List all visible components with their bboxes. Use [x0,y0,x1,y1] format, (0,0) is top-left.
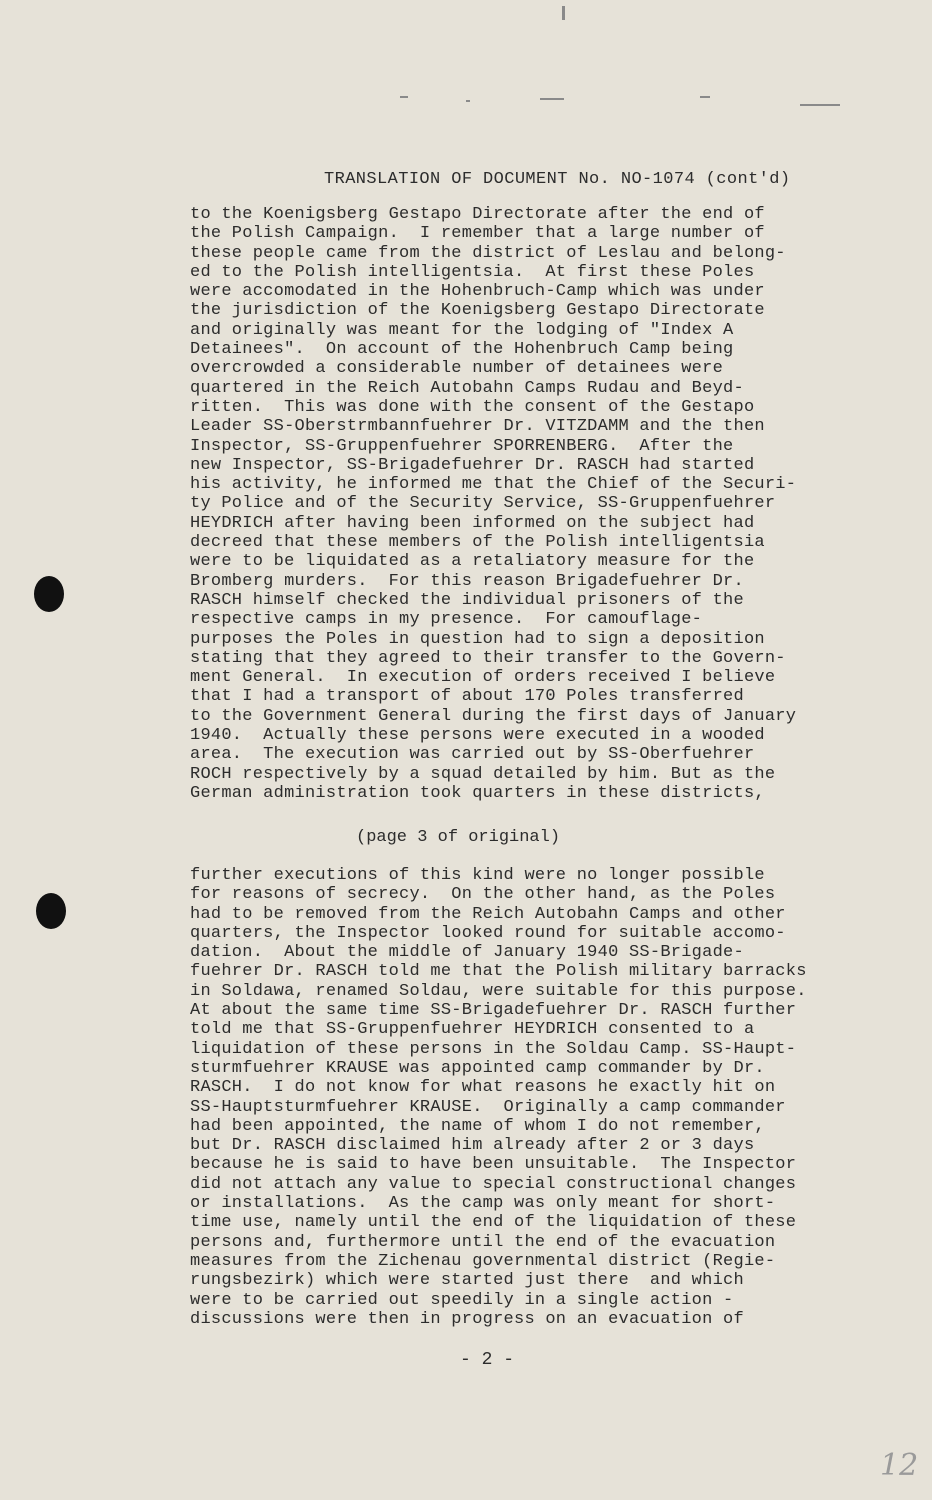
text-line: the jurisdiction of the Koenigsberg Gestapo Directorate [190,301,765,321]
text-line: that I had a transport of about 170 Poles transferred [190,687,744,707]
text-line: dation. About the middle of January 1940 SS-Brigade- [190,943,744,963]
original-page-reference: (page 3 of original) [356,828,561,847]
text-line: RASCH. I do not know for what reasons he exactly hit on [190,1078,776,1098]
text-line: overcrowded a considerable number of detainees were [190,359,724,379]
text-line: measures from the Zichenau governmental district (Regie- [190,1251,776,1271]
text-line: rungsbezirk) which were started just there and which [190,1271,744,1291]
text-line: persons and, furthermore until the end of the evacuation [190,1232,776,1252]
text-line: had been appointed, the name of whom I do not remember, [190,1116,765,1136]
text-line: Leader SS-Oberstrmbannfuehrer Dr. VITZDAMM and the then [190,417,765,437]
text-line: RASCH himself checked the individual prisoners of the [190,590,744,610]
text-line: did not attach any value to special constructional changes [190,1174,797,1194]
text-line: 1940. Actually these persons were executed in a wooded [190,726,765,746]
paragraph-2 [190,866,890,1329]
text-line: sturmfuehrer KRAUSE was appointed camp commander by Dr. [190,1058,765,1078]
scan-artifact [400,96,408,98]
scan-artifact [800,104,840,106]
text-line: further executions of this kind were no longer possible [190,866,765,885]
text-line: discussions were then in progress on an evacuation of [190,1309,744,1329]
text-line: At about the same time SS-Brigadefuehrer Dr. RASCH further [190,1001,797,1021]
text-line: ROCH respectively by a squad detailed by him. But as the [190,764,776,784]
document-title: TRANSLATION OF DOCUMENT No. NO-1074 (cont'd) [324,170,791,189]
text-line: told me that SS-Gruppenfuehrer HEYDRICH consented to a [190,1020,755,1040]
text-line: ment General. In execution of orders received I believe [190,668,776,688]
punch-hole [36,893,66,929]
scan-artifact [540,98,564,100]
scan-artifact [466,100,470,102]
text-line: purposes the Poles in question had to sign a deposition [190,629,765,649]
text-line: or installations. As the camp was only meant for short- [190,1194,776,1214]
text-line: Bromberg murders. For this reason Brigadefuehrer Dr. [190,571,744,591]
text-line: quarters, the Inspector looked round for suitable accomo- [190,923,786,943]
text-line: were to be carried out speedily in a single action - [190,1290,734,1310]
text-line: but Dr. RASCH disclaimed him already after 2 or 3 days [190,1136,755,1156]
text-line: SS-Hauptsturmfuehrer KRAUSE. Originally a camp commander [190,1097,786,1117]
text-line: and originally was meant for the lodging of "Index A [190,320,734,340]
text-line: ed to the Polish intelligentsia. At first these Poles [190,262,755,282]
text-line: were to be liquidated as a retaliatory measure for the [190,552,755,572]
text-line: for reasons of secrecy. On the other hand, as the Poles [190,885,776,905]
text-line: the Polish Campaign. I remember that a large number of [190,224,765,244]
text-line: German administration took quarters in these districts, [190,783,765,803]
text-line: time use, namely until the end of the liquidation of these [190,1213,797,1233]
text-line: new Inspector, SS-Brigadefuehrer Dr. RASCH had started [190,455,755,475]
scan-artifact [700,96,710,98]
text-line: ty Police and of the Security Service, SS-Gruppenfuehrer [190,494,776,514]
text-line: to the Koenigsberg Gestapo Directorate after the end of [190,205,765,224]
text-line: area. The execution was carried out by SS-Oberfuehrer [190,745,755,765]
text-line: fuehrer Dr. RASCH told me that the Polish military barracks [190,962,807,982]
text-line: in Soldawa, renamed Soldau, were suitable for this purpose. [190,981,807,1001]
text-line: because he is said to have been unsuitable. The Inspector [190,1155,797,1175]
handwritten-page-number: 12 [880,1448,919,1483]
text-line: were accomodated in the Hohenbruch-Camp which was under [190,282,765,302]
text-line: HEYDRICH after having been informed on the subject had [190,513,755,533]
text-line: ritten. This was done with the consent of the Gestapo [190,397,755,417]
text-line: Inspector, SS-Gruppenfuehrer SPORRENBERG. After the [190,436,734,456]
punch-hole [34,576,64,612]
text-line: decreed that these members of the Polish intelligentsia [190,533,765,553]
paragraph-1 [190,205,890,803]
text-line: Detainees". On account of the Hohenbruch Camp being [190,340,734,360]
page-number: - 2 - [460,1350,515,1370]
text-line: stating that they agreed to their transfer to the Govern- [190,648,786,668]
text-line: to the Government General during the first days of January [190,706,797,726]
text-line: liquidation of these persons in the Soldau Camp. SS-Haupt- [190,1039,797,1059]
text-line: had to be removed from the Reich Autobahn Camps and other [190,904,786,924]
text-line: these people came from the district of Leslau and belong- [190,243,786,263]
text-line: quartered in the Reich Autobahn Camps Rudau and Beyd- [190,378,744,398]
text-line: his activity, he informed me that the Chief of the Securi- [190,475,797,495]
scan-artifact [562,6,565,20]
text-line: respective camps in my presence. For camouflage- [190,610,703,630]
